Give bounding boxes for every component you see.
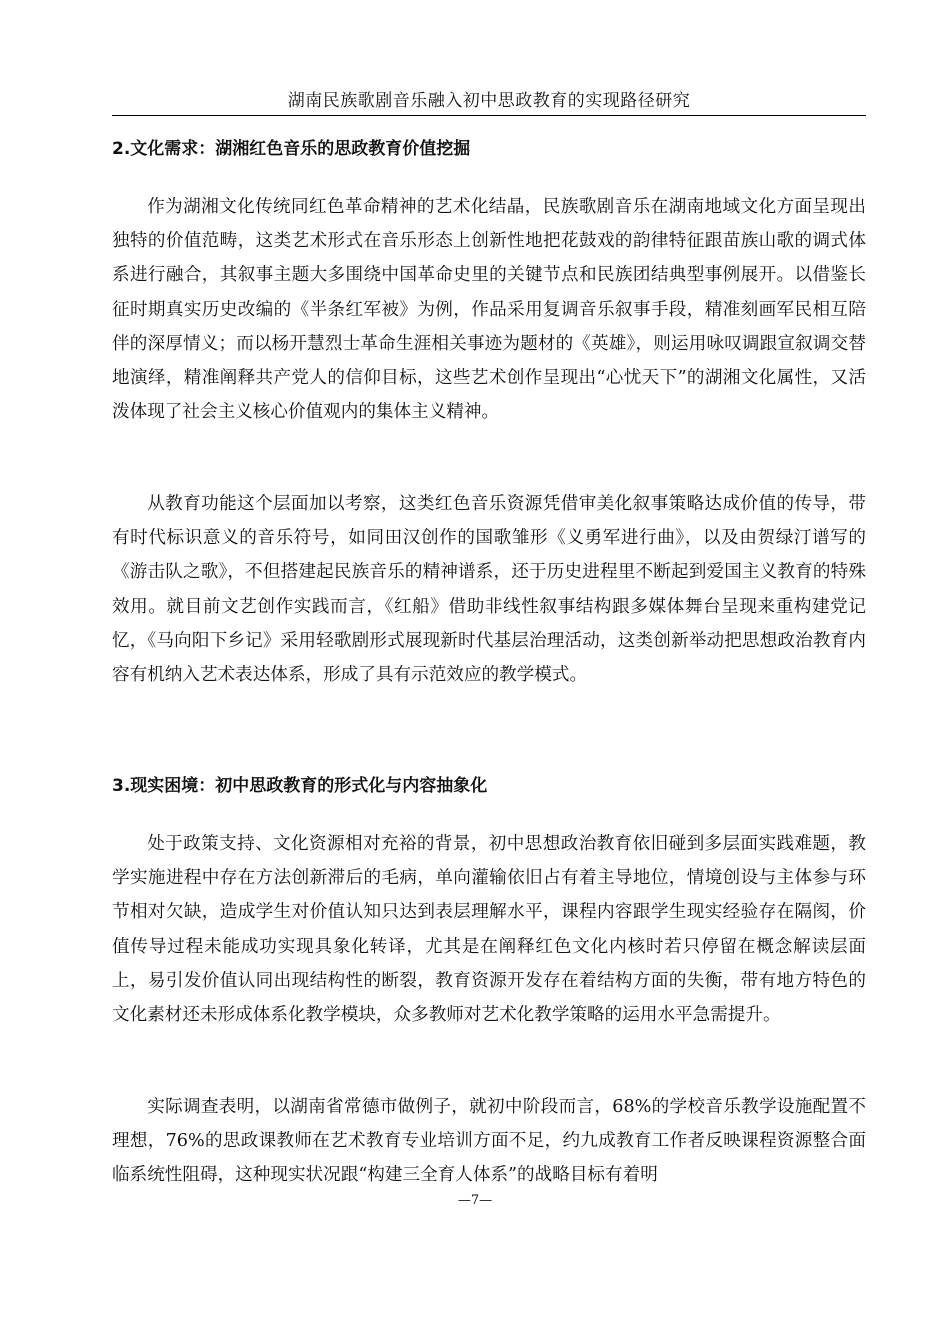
paragraph-4: 实际调查表明，以湖南省常德市做例子，就初中阶段而言，68%的学校音乐教学设施配置不理想，76%的思政课教师在艺术教育专业培训方面不足，约九成教育工作者反映课程资源整合面临系统性阻碍，这种现实状况跟“构建三全育人体系”的战略目标有着明 bbox=[112, 1097, 866, 1186]
header-divider bbox=[112, 115, 866, 116]
page-header-title: 湖南民族歌剧音乐融入初中思政教育的实现路径研究 bbox=[287, 91, 691, 111]
paragraph-2: 从教育功能这个层面加以考察，这类红色音乐资源凭借审美化叙事策略达成价值的传导，带有时代标识意义的音乐符号，如同田汉创作的国歌雏形《义勇军进行曲》，以及由贺绿汀谱写的《游击队之歌》，不但搭建起民族音乐的精神谱系，还于历史进程里不断起到爱国主义教育的特殊效用。就目前文艺创作实践而言，《红船》借助非线性叙事结构跟多媒体舞台呈现来重构建党记忆，《马向阳下乡记》采用轻歌剧形式展现新时代基层治理活动，这类创新举动把思想政治教育内容有机纳入艺术表达体系，形成了具有示范效应的教学模式。 bbox=[112, 494, 866, 686]
paragraph-3: 处于政策支持、文化资源相对充裕的背景，初中思想政治教育依旧碰到多层面实践难题，教学实施进程中存在方法创新滞后的毛病，单向灌输依旧占有着主导地位，情境创设与主体参与环节相对欠缺，造成学生对价值认知只达到表层理解水平，课程内容跟学生现实经验存在隔阂，价值传导过程未能成功实现具象化转译，尤其是在阐释红色文化内核时若只停留在概念解读层面上，易引发价值认同出现结构性的断裂，教育资源开发存在着结构方面的失衡，带有地方特色的文化素材还未形成体系化教学模块，众多教师对艺术化教学策略的运用水平急需提升。 bbox=[112, 834, 866, 1026]
page-number: —7— bbox=[457, 1193, 493, 1208]
section-heading-cultural-demand: 2.文化需求：湖湘红色音乐的思政教育价值挖掘 bbox=[112, 139, 471, 159]
paragraph-1: 作为湖湘文化传统同红色革命精神的艺术化结晶，民族歌剧音乐在湖南地域文化方面呈现出独特的价值范畴，这类艺术形式在音乐形态上创新性地把花鼓戏的韵律特征跟苗族山歌的调式体系进行融合，其叙事主题大多围绕中国革命史里的关键节点和民族团结典型事例展开。以借鉴长征时期真实历史改编的《半条红军被》为例，作品采用复调音乐叙事手段，精准刻画军民相互陪伴的深厚情义；而以杨开慧烈士革命生涯相关事迹为题材的《英雄》，则运用咏叹调跟宣叙调交替地演绎，精准阐释共产党人的信仰目标，这些艺术创作呈现出“心忧天下”的湖湘文化属性，又活泼体现了社会主义核心价值观内的集体主义精神。 bbox=[112, 197, 866, 423]
section-heading-real-dilemma: 3.现实困境：初中思政教育的形式化与内容抽象化 bbox=[112, 776, 488, 796]
